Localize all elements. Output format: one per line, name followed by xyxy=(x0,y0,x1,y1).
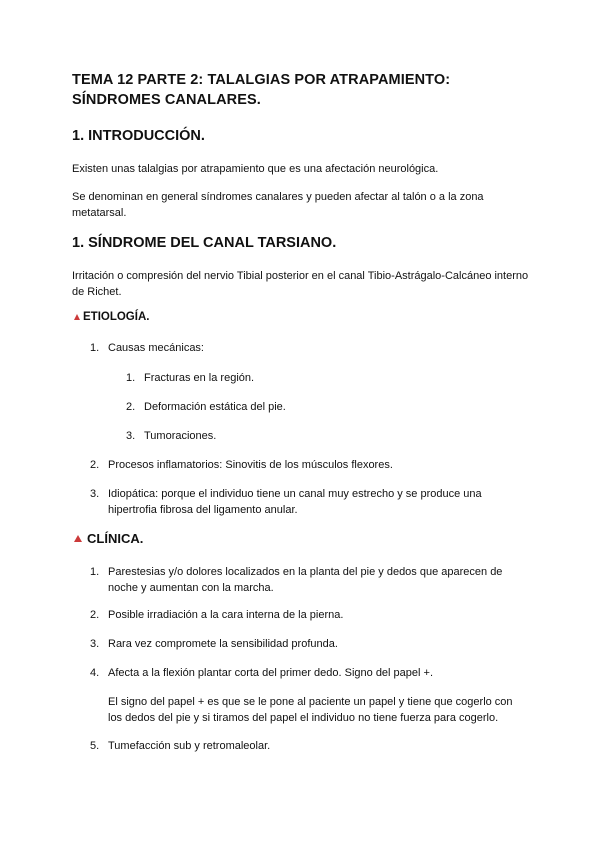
etiologia-heading-text: ETIOLOGÍA. xyxy=(83,311,150,323)
clinica-heading-text: CLÍNICA. xyxy=(87,531,144,546)
tarsal-paragraph: Irritación o compresión del nervio Tibial posterior en el canal Tibio-Astrágalo-Calcáneo interno de Richet. xyxy=(72,270,529,298)
tarsal-heading: 1. SÍNDROME DEL CANAL TARSIANO. xyxy=(72,235,337,251)
list-text: Rara vez compromete la sensibilidad profunda. xyxy=(108,638,338,650)
intro-heading: 1. INTRODUCCIÓN. xyxy=(72,128,205,144)
list-item xyxy=(90,636,530,652)
list-number: 2. xyxy=(126,401,136,413)
list-text: Causas mecánicas: xyxy=(108,342,204,354)
sub-list-item xyxy=(126,428,526,444)
triangle-bullet-icon xyxy=(74,314,80,320)
intro-paragraph-1: Existen unas talalgias por atrapamiento que es una afectación neurológica. xyxy=(72,163,439,175)
list-text: Deformación estática del pie. xyxy=(144,401,286,413)
clinica-heading xyxy=(74,531,143,546)
sub-list-item xyxy=(126,370,526,386)
list-number: 3. xyxy=(90,488,100,500)
list-number: 2. xyxy=(90,459,100,471)
list-text: Idiopática: porque el individuo tiene un canal muy estrecho y se produce una hipertrofia fibrosa del ligamento anular. xyxy=(108,488,482,516)
sub-list-item xyxy=(126,399,526,415)
list-number: 3. xyxy=(126,430,136,442)
list-text: Parestesias y/o dolores localizados en la planta del pie y dedos que aparecen de noche y aumentan con la marcha. xyxy=(108,566,503,594)
list-item xyxy=(90,457,530,473)
list-number: 1. xyxy=(90,342,100,354)
list-item xyxy=(90,607,530,623)
signo-papel-note: El signo del papel + es que se le pone al paciente un papel y tiene que cogerlo con los dedos del pie y si tiramos del papel el individuo no tiene fuerza para cogerlo. xyxy=(108,696,513,724)
list-number: 1. xyxy=(126,372,136,384)
list-number: 5. xyxy=(90,740,100,752)
list-text: Fracturas en la región. xyxy=(144,372,255,384)
list-number: 2. xyxy=(90,609,100,621)
list-text: Procesos inflamatorios: Sinovitis de los músculos flexores. xyxy=(108,459,393,471)
list-number: 1. xyxy=(90,566,100,578)
intro-paragraph-2: Se denominan en general síndromes canalares y pueden afectar al talón o a la zona metatarsal. xyxy=(72,191,484,219)
list-number: 4. xyxy=(90,667,100,679)
triangle-bullet-icon xyxy=(74,535,82,542)
list-text: Posible irradiación a la cara interna de la pierna. xyxy=(108,609,344,621)
list-item xyxy=(90,665,530,681)
list-item xyxy=(90,564,530,596)
list-item xyxy=(90,486,530,518)
list-text: Tumoraciones. xyxy=(144,430,217,442)
etiologia-heading xyxy=(74,311,149,323)
list-text: Tumefacción sub y retromaleolar. xyxy=(108,740,271,752)
list-item xyxy=(90,340,530,356)
document-title: TEMA 12 PARTE 2: TALALGIAS POR ATRAPAMIENTO: SÍNDROMES CANALARES. xyxy=(72,72,451,108)
list-item xyxy=(90,738,530,754)
list-number: 3. xyxy=(90,638,100,650)
list-text: Afecta a la flexión plantar corta del primer dedo. Signo del papel +. xyxy=(108,667,434,679)
